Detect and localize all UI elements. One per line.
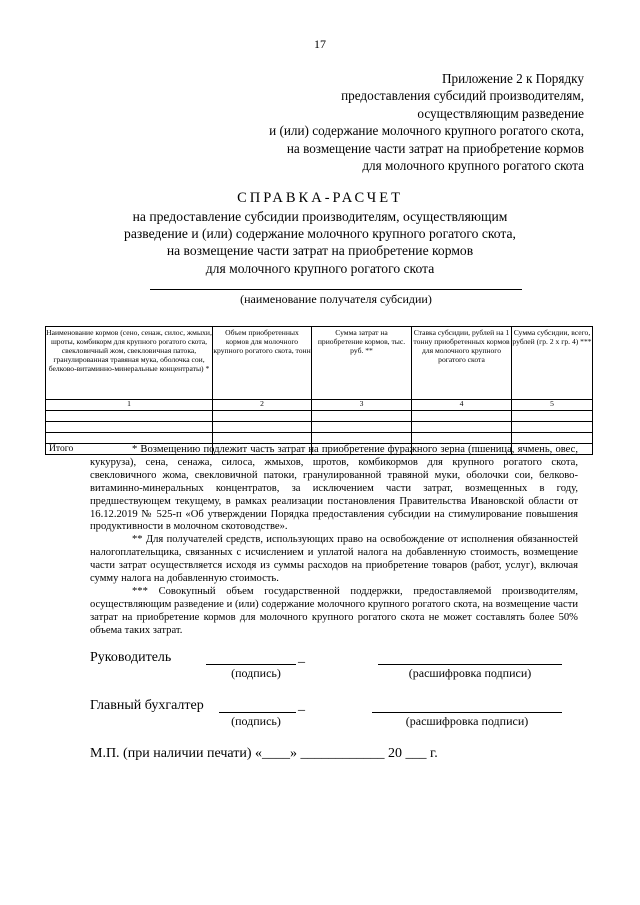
accountant-signature-field[interactable]	[219, 712, 296, 713]
table-cell[interactable]	[512, 422, 593, 433]
head-signature-field[interactable]	[206, 664, 296, 665]
column-number: 1	[46, 400, 213, 411]
table-header-row	[46, 327, 593, 400]
recipient-caption: (наименование получателя субсидии)	[240, 292, 432, 306]
footnote: ** Для получателей средств, использующих право на освобождение от исполнения обязанностей налогоплательщика, связанных с исчислением и уплатой налога на добавленную стоимость, возмещение части затрат осуществляется исходя из суммы расходов на приобретение товаров (работ, услуг), включая сумму налога на добавленную стоимость.	[90, 534, 578, 585]
table-cell[interactable]	[312, 433, 412, 444]
table-cell[interactable]	[213, 422, 312, 433]
subtitle-line: на предоставление субсидии производителям, осуществляющим	[132, 209, 508, 224]
column-number: 4	[412, 400, 512, 411]
underscore: _	[298, 650, 305, 665]
document-title: СПРАВКА-РАСЧЕТ	[237, 190, 403, 206]
header-feed-volume: Объем приобретенных кормов для молочного крупного рогатого скота, тонн	[213, 327, 312, 400]
subtitle-line: для молочного крупного рогатого скота	[205, 260, 435, 276]
header-subsidy-sum: Сумма субсидии, всего, рублей (гр. 2 x гр. 4) ***	[512, 327, 593, 400]
table-number-row	[46, 400, 593, 411]
table-cell[interactable]	[312, 411, 412, 422]
table-cell[interactable]	[46, 433, 213, 444]
signature-caption: (подпись)	[231, 714, 281, 728]
subtitle-line: на возмещение части затрат на приобретение кормов	[166, 243, 474, 259]
decode-caption: (расшифровка подписи)	[405, 714, 529, 728]
table-cell[interactable]	[46, 411, 213, 422]
underscore: _	[298, 698, 305, 713]
header-rate: Ставка субсидии, рублей на 1 тонну приобретенных кормов для молочного крупного рогатого скота	[412, 327, 512, 400]
table-row	[46, 433, 593, 444]
header-feed-name: Наименование кормов (сено, сенаж, силос, жмыхи, шроты, комбикорм для крупного рогатого скота, свекловичный жом, свекловичная патока, гранулированная травяная мука, оболочка сои, белково-витаминно-минеральные концентраты) *	[46, 327, 213, 400]
accountant-label: Главный бухгалтер	[90, 698, 204, 713]
table-cell[interactable]	[412, 411, 512, 422]
table-cell[interactable]	[512, 433, 593, 444]
decode-caption: (расшифровка подписи)	[408, 666, 532, 680]
column-number: 5	[512, 400, 593, 411]
appendix-line: осуществляющим разведение	[417, 105, 584, 121]
page-number: 17	[314, 37, 326, 51]
footnotes	[90, 444, 578, 638]
accountant-decode-field[interactable]	[372, 712, 562, 713]
stamp-date-line: М.П. (при наличии печати) «____» ____________ 20 ___ г.	[90, 746, 438, 761]
document-subtitle	[90, 208, 550, 277]
appendix-header	[184, 70, 584, 174]
appendix-line: и (или) содержание молочного крупного рогатого скота,	[269, 123, 584, 139]
header-costs: Сумма затрат на приобретение кормов, тыс. руб. **	[312, 327, 412, 400]
table-cell[interactable]	[512, 411, 593, 422]
calculation-table	[45, 326, 593, 455]
table-cell[interactable]	[412, 422, 512, 433]
footnote: * Возмещению подлежит часть затрат на приобретение фуражного зерна (пшеница, ячмень, овес, кукуруза), сена, сенажа, силоса, жмыхов, шротов, комбикормов для крупного рогатого скота, свекловичного жома, свекловичной патоки, гранулированной травяной муки, оболочки сои, белково-витаминно-минеральных концентратов, за исключением части затрат, возмещенных в году, предшествующем текущему, в рамках реализации постановления Правительства Ивановской области от 16.12.2019 № 525-п «Об утверждении Порядка предоставления субсидии на стимулирование повышения продуктивности в молочном скотоводстве».	[90, 444, 578, 533]
recipient-name-field[interactable]	[150, 289, 522, 290]
footnote: *** Совокупный объем государственной поддержки, предоставляемой производителям, осуществляющим разведение и (или) содержание молочного крупного рогатого скота, на возмещение части затрат на приобретение кормов для молочного крупного рогатого скота не может составлять более 50% объема таких затрат.	[90, 585, 578, 636]
column-number: 3	[312, 400, 412, 411]
total-label: Итого	[46, 444, 213, 455]
head-decode-field[interactable]	[378, 664, 562, 665]
subtitle-line: разведение и (или) содержание молочного крупного рогатого скота,	[124, 226, 516, 242]
head-label: Руководитель	[90, 650, 172, 665]
table-row	[46, 422, 593, 433]
appendix-line: Приложение 2 к Порядку	[442, 71, 584, 86]
column-number: 2	[213, 400, 312, 411]
table-cell[interactable]	[213, 411, 312, 422]
appendix-line: на возмещение части затрат на приобретение кормов	[286, 140, 584, 156]
table-cell[interactable]	[412, 433, 512, 444]
table-cell[interactable]	[213, 433, 312, 444]
signature-caption: (подпись)	[231, 666, 281, 680]
appendix-line: предоставления субсидий производителям,	[341, 88, 584, 104]
table-cell[interactable]	[46, 422, 213, 433]
table-cell[interactable]	[312, 422, 412, 433]
table-row	[46, 411, 593, 422]
appendix-line: для молочного крупного рогатого скота	[362, 158, 584, 174]
